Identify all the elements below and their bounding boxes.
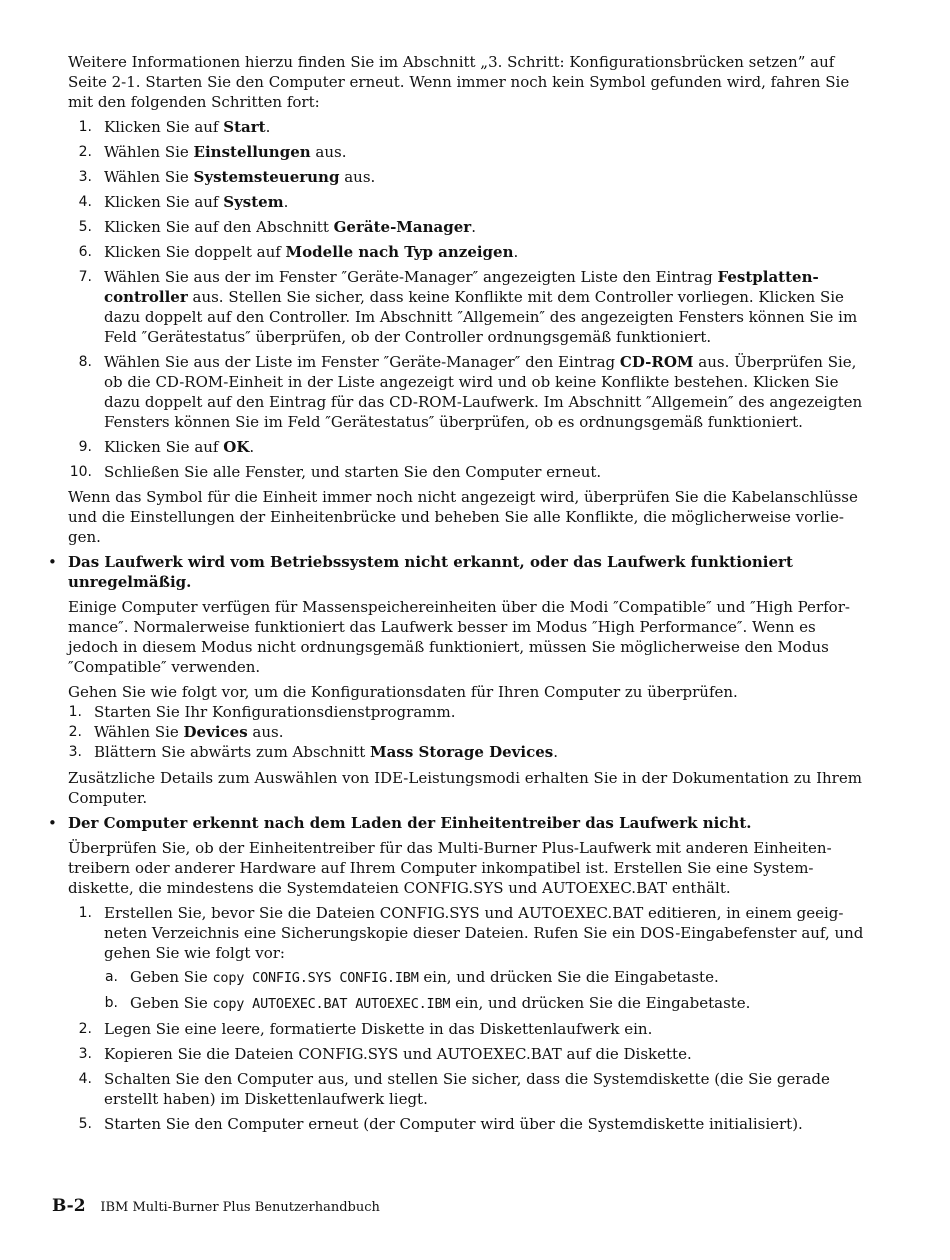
page-footer [52,1196,380,1218]
windows-steps-list [68,117,868,482]
paragraph: Einige Computer verfügen für Massenspeichereinheiten über die Modi ″Compatible″ und ″High Performance″. Normalerweise funktioniert das Laufwerk besser im Modus ″High Performance″. Wenn es jedoch in diesem Modus nicht ordnungsgemäß funktioniert, müssen Sie möglicherweise den Modus ″Compatible″ verwenden. [68,598,850,676]
list-item: 5. Klicken Sie auf den Abschnitt Geräte-Manager. [78,218,476,236]
paragraph: Zusätzliche Details zum Auswählen von IDE-Leistungsmodi erhalten Sie in der Dokumentation zu Ihrem Computer. [68,769,862,807]
bullet-icon: • [48,814,57,832]
config-steps-list [68,702,868,762]
list-item: 1. Erstellen Sie, bevor Sie die Dateien CONFIG.SYS und AUTOEXEC.BAT editieren, in einem geeigneten Verzeichnis eine Sicherungskopie dieser Dateien. Rufen Sie ein DOS-Eingabefenster auf, und gehen Sie wie folgt vor: a. Geben Sie copy CONFIG.SYS CONFIG.IBM ein, und drücken Sie die Eingabetaste. b. Geben Sie copy AUTOEXEC.BAT AUTOEXEC.IBM ein, und drücken Sie die Eingabetaste. [68,903,868,1014]
command-text: copy AUTOEXEC.BAT AUTOEXEC.IBM [212,996,451,1012]
list-item: 10. Schließen Sie alle Fenster, und starten Sie den Computer erneut. [69,463,602,481]
bullet-section-driver [48,813,868,1134]
list-item: 7. Wählen Sie aus der im Fenster ″Geräte-Manager″ angezeigten Liste den Eintrag Festplattencontroller aus. Stellen Sie sicher, dass keine Konflikte mit dem Controller vorliegen. Klicken Sie dazu doppelt auf den Controller. Im Abschnitt ″Allgemein″ des angezeigten Fensters können Sie im Feld ″Gerätestatus″ überprüfen, ob der Controller ordnungsgemäß funktioniert. [78,268,858,346]
paragraph: Überprüfen Sie, ob der Einheitentreiber für das Multi-Burner Plus-Laufwerk mit anderen Einheitentreibern oder anderer Hardware auf Ihrem Computer inkompatibel ist. Erstellen Sie eine Systemdiskette, die mindestens die Systemdateien CONFIG.SYS und AUTOEXEC.BAT enthält. [68,839,832,897]
list-item: 3. Blättern Sie abwärts zum Abschnitt Mass Storage Devices. [68,743,558,761]
list-item: 3. Wählen Sie Systemsteuerung aus. [78,168,376,186]
bullet-heading: Das Laufwerk wird vom Betriebssystem nicht erkannt, oder das Laufwerk funktioniert unregelmäßig. [68,553,793,591]
list-item: 4. Klicken Sie auf System. [78,193,289,211]
list-item: 6. Klicken Sie doppelt auf Modelle nach Typ anzeigen. [78,243,519,261]
command-text: copy CONFIG.SYS CONFIG.IBM [212,970,419,986]
list-item: 9. Klicken Sie auf OK. [78,438,255,456]
intro-paragraph: Weitere Informationen hierzu finden Sie im Abschnitt „3. Schritt: Konfigurationsbrücken setzen” auf Seite 2-1. Starten Sie den Computer erneut. Wenn immer noch kein Symbol gefunden wird, fahren Sie mit den folgenden Schritten fort: [68,53,850,111]
book-title: IBM Multi-Burner Plus Benutzerhandbuch [100,1200,380,1215]
boot-disk-steps-list [68,903,868,1134]
list-item: 2. Wählen Sie Einstellungen aus. [78,143,347,161]
list-item: 4. Schalten Sie den Computer aus, und stellen Sie sicher, dass die Systemdiskette (die Sie gerade erstellt haben) im Diskettenlaufwerk liegt. [78,1070,830,1108]
page-content [48,52,868,1139]
bullet-section-not-recognized [48,552,868,808]
bullet-icon: • [48,553,57,571]
list-item: 5. Starten Sie den Computer erneut (der Computer wird über die Systemdiskette initialisiert). [78,1115,803,1133]
page-number: B-2 [52,1196,86,1216]
list-item: 3. Kopieren Sie die Dateien CONFIG.SYS und AUTOEXEC.BAT auf die Diskette. [78,1045,692,1063]
bullet-heading: Der Computer erkennt nach dem Laden der Einheitentreiber das Laufwerk nicht. [68,814,752,832]
list-item: 1. Klicken Sie auf Start. [78,118,271,136]
paragraph: Gehen Sie wie folgt vor, um die Konfigurationsdaten für Ihren Computer zu überprüfen. [68,683,738,701]
sub-steps-list [104,967,868,1014]
list-item: a. Geben Sie copy CONFIG.SYS CONFIG.IBM ein, und drücken Sie die Eingabetaste. [104,968,719,986]
list-item: b. Geben Sie copy AUTOEXEC.BAT AUTOEXEC.IBM ein, und drücken Sie die Eingabetaste. [104,994,751,1012]
list-item: 2. Wählen Sie Devices aus. [68,723,284,741]
list-item: 8. Wählen Sie aus der Liste im Fenster ″Geräte-Manager″ den Eintrag CD-ROM aus. Überprüfen Sie, ob die CD-ROM-Einheit in der Liste angezeigt wird und ob keine Konflikte bestehen. Klicken Sie dazu doppelt auf den Eintrag für das CD-ROM-Laufwerk. Im Abschnitt ″Allgemein″ des angezeigten Fensters können Sie im Feld ″Gerätestatus″ überprüfen, ob es ordnungsgemäß funktioniert. [78,353,863,431]
after-steps-paragraph: Wenn das Symbol für die Einheit immer noch nicht angezeigt wird, überprüfen Sie die Kabelanschlüsse und die Einstellungen der Einheitenbrücke und beheben Sie alle Konflikte, die möglicherweise vorliegen. [68,488,858,546]
list-item: 2. Legen Sie eine leere, formatierte Diskette in das Diskettenlaufwerk ein. [78,1020,653,1038]
list-item: 1. Starten Sie Ihr Konfigurationsdienstprogramm. [68,703,456,721]
